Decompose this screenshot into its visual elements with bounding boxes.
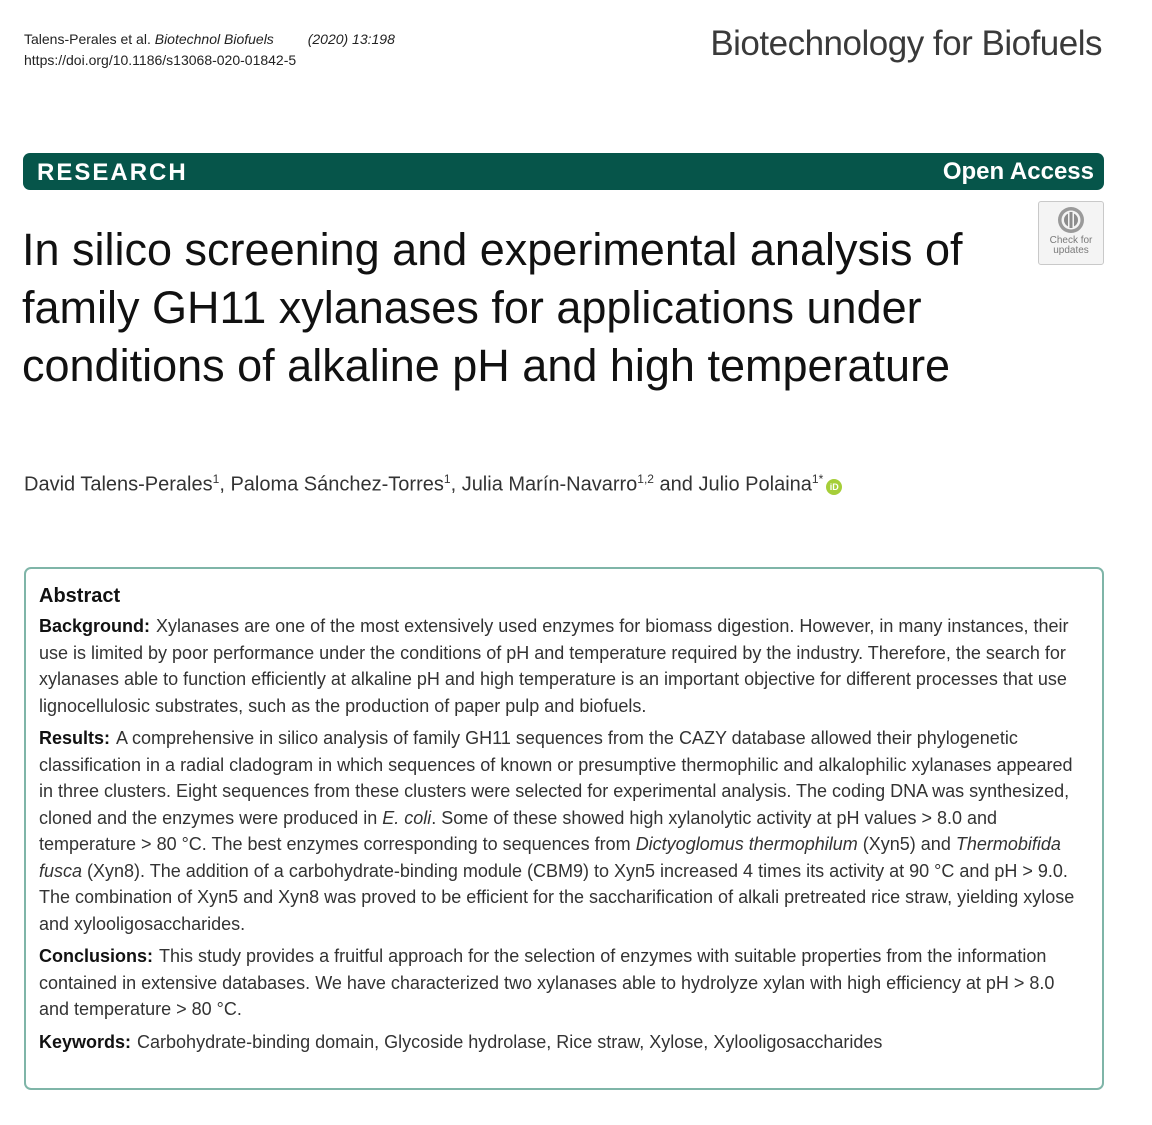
author-separator: and bbox=[653, 473, 699, 496]
author-name[interactable]: Julia Marín-Navarro bbox=[461, 473, 638, 496]
keywords-text: Carbohydrate-binding domain, Glycoside hydrolase, Rice straw, Xylose, Xylooligosaccharides bbox=[137, 1031, 883, 1052]
results-text-4: (Xyn8). The addition of a carbohydrate-binding module (CBM9) to Xyn5 increased 4 times its activity at 90 °C and pH > 9.0. The combination of Xyn5 and Xyn8 was proved to be efficient for the saccharification of alkali pretreated rice straw, yielding xylose and xylooligosaccharides. bbox=[39, 860, 1075, 934]
author-name[interactable]: Paloma Sánchez-Torres bbox=[230, 473, 444, 496]
article-type-bar bbox=[23, 153, 1104, 190]
author-affiliation: 1 bbox=[443, 472, 451, 486]
author-list bbox=[24, 472, 842, 497]
background-label: Background: bbox=[39, 616, 151, 636]
citation-authors: Talens-Perales et al. bbox=[24, 31, 151, 47]
crossmark-icon bbox=[1057, 206, 1085, 234]
results-paragraph bbox=[39, 725, 1089, 937]
conclusions-paragraph bbox=[39, 943, 1089, 1023]
background-paragraph bbox=[39, 613, 1089, 719]
keywords-label: Keywords: bbox=[39, 1031, 132, 1052]
doi-link[interactable]: https://doi.org/10.1186/s13068-020-01842-5 bbox=[24, 52, 297, 68]
results-text-1: A comprehensive in silico analysis of family GH11 sequences from the CAZY database allowed their phylogenetic classification in a radial cladogram in which sequences of known or presumptive thermophilic and alkalophilic xylanases appeared in three clusters. Eight sequences from these clusters were selected for experimental analysis. The coding DNA was synthesized, cloned and the enzymes were produced in bbox=[39, 728, 1073, 828]
author-affiliation: 1,2 bbox=[637, 472, 654, 486]
section-label: RESEARCH bbox=[37, 159, 188, 186]
orcid-icon[interactable]: iD bbox=[826, 479, 842, 495]
author-name[interactable]: David Talens-Perales bbox=[24, 473, 213, 496]
author-separator: , bbox=[450, 473, 462, 496]
author-affiliation: 1* bbox=[811, 472, 824, 486]
abstract-box bbox=[24, 567, 1104, 1090]
keywords-paragraph bbox=[39, 1029, 1089, 1056]
citation-line bbox=[24, 29, 395, 50]
check-for-updates-button[interactable] bbox=[1038, 201, 1104, 265]
results-label: Results: bbox=[39, 728, 111, 748]
check-line-2: updates bbox=[1053, 245, 1089, 256]
conclusions-text: This study provides a fruitful approach for the selection of enzymes with suitable properties from the information contained in extensive databases. We have characterized two xylanases able to hydrolyze xylan with high efficiency at pH > 8.0 and temperature > 80 °C. bbox=[39, 946, 1055, 1019]
citation-journal: Biotechnol Biofuels bbox=[154, 31, 274, 47]
abstract-heading: Abstract bbox=[39, 585, 121, 607]
author-affiliation: 1 bbox=[212, 472, 220, 486]
open-access-label: Open Access bbox=[942, 158, 1094, 185]
article-title: In silico screening and experimental analysis of family GH11 xylanases for applications under conditions of alkaline pH and high temperature bbox=[22, 224, 963, 391]
citation-block bbox=[24, 29, 395, 71]
check-line-1: Check for bbox=[1049, 235, 1093, 246]
results-ecoli: E. coli bbox=[382, 807, 432, 828]
citation-year: (2020) 13:198 bbox=[307, 31, 395, 47]
results-text-2: . Some of these showed high xylanolytic activity at pH values > 8.0 and temperature > 80 °C. The best enzymes corresponding to sequences from bbox=[39, 807, 998, 854]
background-text: Xylanases are one of the most extensively used enzymes for biomass digestion. However, in many instances, their use is limited by poor performance under the conditions of pH and temperature required by the industry. Therefore, the search for xylanases able to function efficiently at alkaline pH and high temperature is an important objective for different processes that use lignocellulosic substrates, such as the production of paper pulp and biofuels. bbox=[39, 616, 1069, 716]
journal-name: Biotechnology for Biofuels bbox=[710, 24, 1102, 63]
results-species-1: Dictyoglomus thermophilum bbox=[635, 834, 858, 854]
results-text-3: (Xyn5) and bbox=[857, 834, 956, 854]
conclusions-label: Conclusions: bbox=[39, 946, 154, 966]
author-name[interactable]: Julio Polaina bbox=[698, 473, 812, 496]
results-species-2: Thermobifida fusca bbox=[39, 834, 1061, 881]
author-separator: , bbox=[219, 473, 231, 496]
